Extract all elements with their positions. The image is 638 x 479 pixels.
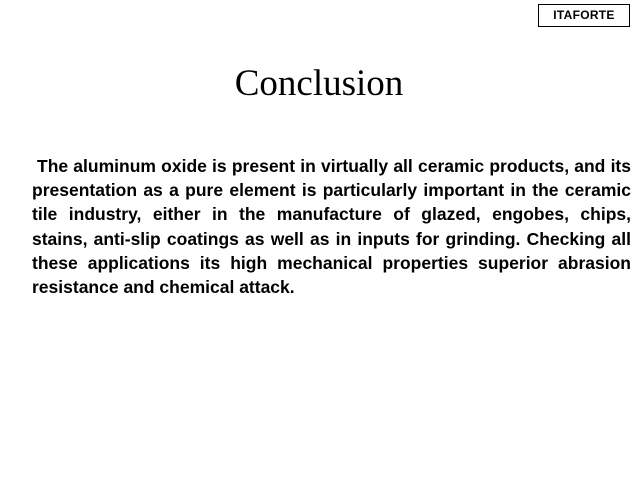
slide-title: Conclusion [234,63,404,104]
itaforte-logo: ITAFORTE [538,4,630,27]
conclusion-paragraph: The aluminum oxide is present in virtually all ceramic products, and its presentation as a pure element is particularly important in the ceramic tile industry, either in the manufacture of glazed, engobes, chips, stains, anti-slip coatings as well as in inputs for grinding. Checking all these applications its high mechanical properties superior abrasion resistance and chemical attack. [32,156,631,298]
